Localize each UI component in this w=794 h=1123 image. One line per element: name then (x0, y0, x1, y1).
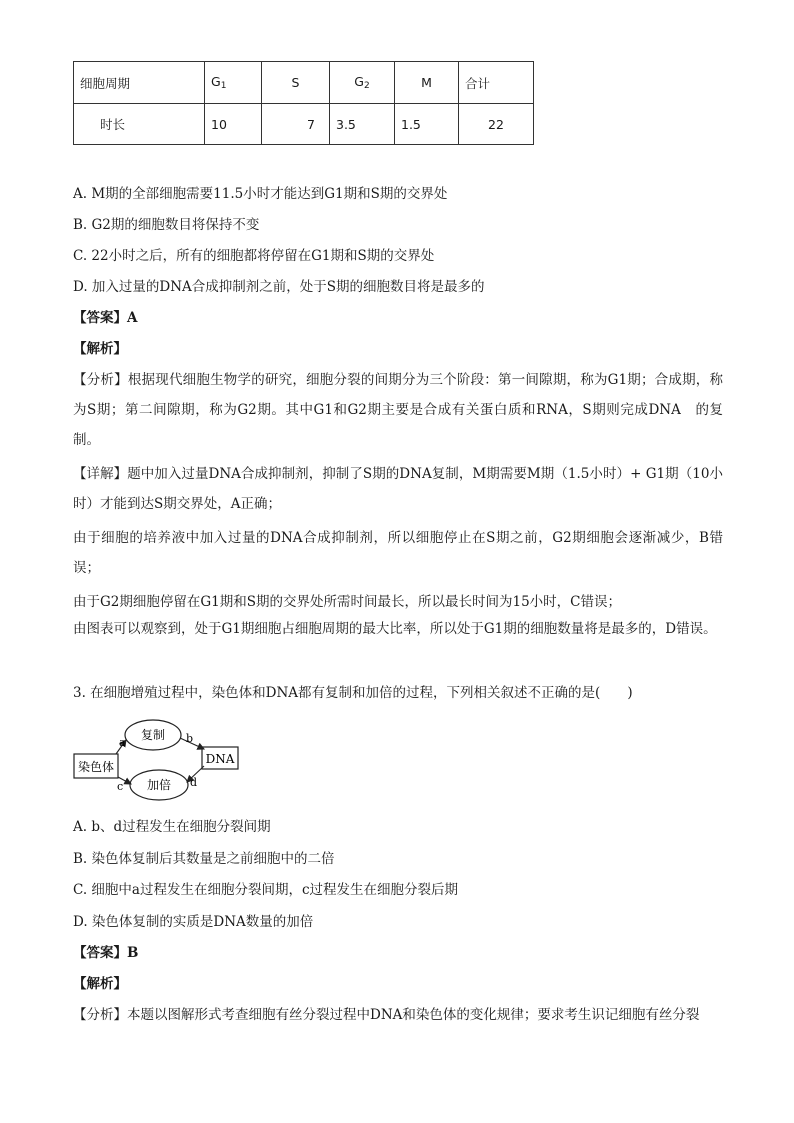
q2-xiangjie-3: 由于G2期细胞停留在G1期和S期的交界处所需时间最长，所以最长时间为15小时，C错误； (73, 594, 622, 610)
chromosome-label: 染色体 (77, 760, 115, 774)
table-cell: 3.5 (330, 104, 395, 145)
table-header-cell: 细胞周期 (74, 62, 205, 104)
table-cell: 22 (459, 104, 534, 145)
q2-xiangjie-2: 由于细胞的培养液中加入过量的DNA合成抑制剂，所以细胞停止在S期之前，G2期细胞会逐渐减少，B错误； (73, 530, 723, 576)
table-header-cell: $G_1$ (205, 62, 262, 104)
table-header-cell: M (395, 62, 459, 104)
label-c: c (117, 780, 124, 793)
table-header-cell: $G_2$ (330, 62, 395, 104)
q2-option-d: D. 加入过量的DNA合成抑制剂之前，处于S期的细胞数目将是最多的 (73, 279, 485, 295)
q3-option-b: B. 染色体复制后其数量是之前细胞中的二倍 (73, 851, 335, 867)
table-header-cell: 合计 (459, 62, 534, 104)
table-header-row (74, 62, 534, 104)
label-a: a (119, 736, 126, 749)
label-b: b (186, 732, 194, 745)
q3-option-a: A. b、d过程发生在细胞分裂间期 (73, 819, 271, 835)
double-label: 加倍 (146, 778, 172, 792)
q3-analysis-title: 【解析】 (73, 976, 127, 992)
q3-option-d: D. 染色体复制的实质是DNA数量的加倍 (73, 914, 314, 930)
label-d: d (190, 776, 198, 789)
q3-answer: 【答案】B (73, 945, 139, 961)
q3-stem: 3. 在细胞增殖过程中，染色体和DNA都有复制和加倍的过程，下列相关叙述不正确的是( ) (73, 685, 633, 701)
q2-option-a: A. M期的全部细胞需要11.5小时才能达到G1期和S期的交界处 (73, 186, 448, 202)
table-cell: 7 (262, 104, 330, 145)
cell-cycle-table (73, 61, 534, 145)
q2-answer: 【答案】A (73, 310, 138, 326)
q3-option-c: C. 细胞中a过程发生在细胞分裂间期，c过程发生在细胞分裂后期 (73, 882, 459, 898)
chromosome-dna-diagram (72, 716, 252, 806)
table-cell: 1.5 (395, 104, 459, 145)
table-cell: 时长 (74, 104, 205, 145)
replicate-label: 复制 (140, 728, 166, 742)
dna-label: DNA (205, 752, 235, 766)
table-cell: 10 (205, 104, 262, 145)
q2-fenxi: 【分析】根据现代细胞生物学的研究，细胞分裂的间期分为三个阶段：第一间隙期，称为G1期；合成期，称为S期；第二间隙期，称为G2期。其中G1和G2期主要是合成有关蛋白质和RNA，S期则完成DNA 的复制。 (73, 372, 723, 448)
q2-option-b: B. G2期的细胞数目将保持不变 (73, 217, 260, 233)
q3-fenxi: 【分析】本题以图解形式考查细胞有丝分裂过程中DNA和染色体的变化规律；要求考生识记细胞有丝分裂 (73, 1007, 700, 1023)
q2-analysis-title: 【解析】 (73, 341, 127, 357)
q2-option-c: C. 22小时之后，所有的细胞都将停留在G1期和S期的交界处 (73, 248, 435, 264)
table-header-cell: S (262, 62, 330, 104)
q2-xiangjie-4: 由图表可以观察到，处于G1期细胞占细胞周期的最大比率，所以处于G1期的细胞数量将是最多的，D错误。 (73, 621, 717, 637)
table-row (74, 104, 534, 145)
q2-xiangjie-1: 【详解】题中加入过量DNA合成抑制剂，抑制了S期的DNA复制，M期需要M期（1.5小时）+ G1期（10小时）才能到达S期交界处，A正确； (73, 466, 723, 512)
